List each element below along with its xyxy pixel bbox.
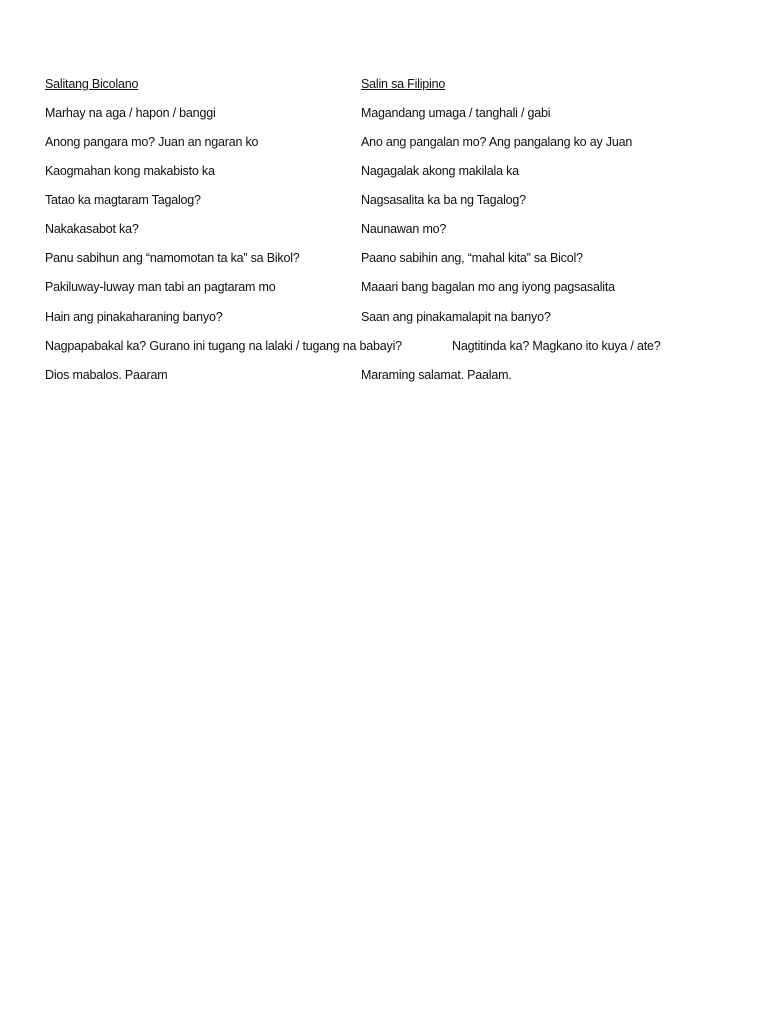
filipino-translation: Naunawan mo?: [361, 222, 447, 236]
filipino-translation: Nagagalak akong makilala ka: [361, 164, 519, 178]
bicolano-phrase: Anong pangara mo? Juan an ngaran ko: [45, 135, 259, 149]
bicolano-phrase: Dios mabalos. Paaram: [45, 368, 168, 382]
filipino-translation: Nagsasalita ka ba ng Tagalog?: [361, 193, 526, 207]
header-bicolano: Salitang Bicolano: [45, 77, 139, 91]
bicolano-phrase: Panu sabihun ang “namomotan ta ka” sa Bikol?: [45, 251, 300, 265]
filipino-translation: Maraming salamat. Paalam.: [361, 368, 512, 382]
bicolano-phrase: Nakakasabot ka?: [45, 222, 139, 236]
bicolano-phrase: Marhay na aga / hapon / banggi: [45, 106, 216, 120]
filipino-translation: Saan ang pinakamalapit na banyo?: [361, 310, 551, 324]
bicolano-phrase: Nagpapabakal ka? Gurano ini tugang na lalaki / tugang na babayi?: [45, 339, 402, 353]
bicolano-phrase: Hain ang pinakaharaning banyo?: [45, 310, 223, 324]
filipino-translation: Ano ang pangalan mo? Ang pangalang ko ay Juan: [361, 135, 633, 149]
filipino-translation: Paano sabihin ang, “mahal kita” sa Bicol?: [361, 251, 583, 265]
bicolano-phrase: Pakiluway-luway man tabi an pagtaram mo: [45, 280, 276, 294]
filipino-translation: Magandang umaga / tanghali / gabi: [361, 106, 551, 120]
header-filipino: Salin sa Filipino: [361, 77, 446, 91]
bicolano-phrase: Tatao ka magtaram Tagalog?: [45, 193, 201, 207]
filipino-translation: Maaari bang bagalan mo ang iyong pagsasalita: [361, 280, 615, 294]
filipino-translation: Nagtitinda ka? Magkano ito kuya / ate?: [452, 339, 661, 353]
bicolano-phrase: Kaogmahan kong makabisto ka: [45, 164, 215, 178]
